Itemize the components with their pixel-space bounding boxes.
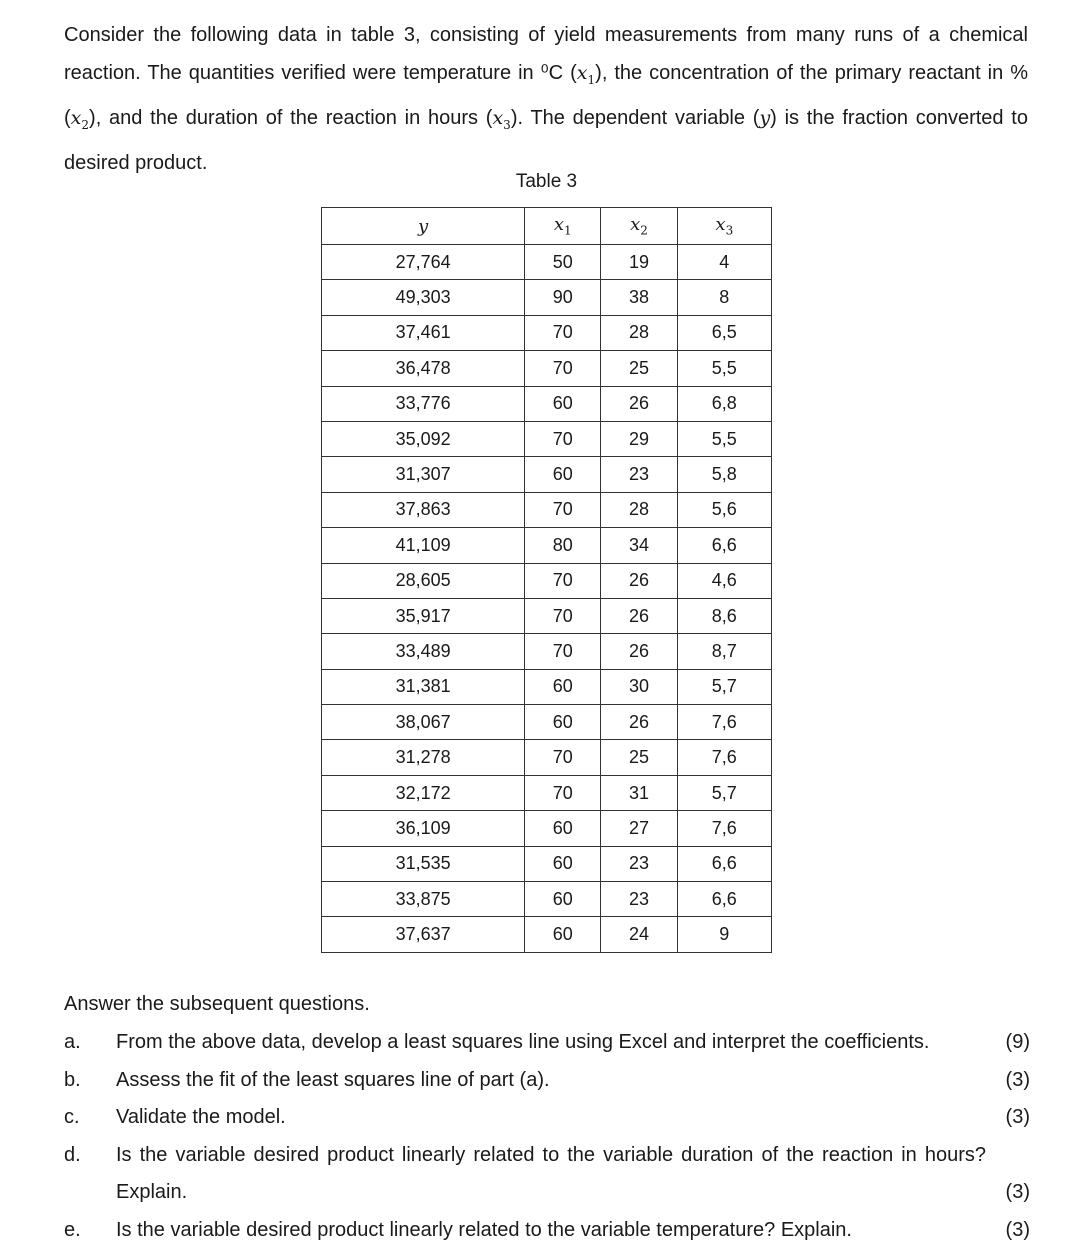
table-cell: 70: [525, 421, 601, 456]
table-row: [322, 669, 772, 704]
table-cell: 60: [525, 846, 601, 881]
table-cell: 36,109: [322, 811, 525, 846]
table-cell: 29: [601, 421, 677, 456]
table-cell: 31,278: [322, 740, 525, 775]
table-cell: 80: [525, 528, 601, 563]
table-cell: 60: [525, 917, 601, 952]
question-letter: b.: [64, 1068, 81, 1091]
table-cell: 60: [525, 669, 601, 704]
table-cell: 26: [601, 705, 677, 740]
table-cell: 8: [677, 280, 771, 315]
table-cell: 8,7: [677, 634, 771, 669]
table-cell: 26: [601, 598, 677, 633]
question-marks: (9): [1005, 1031, 1030, 1053]
table-cell: 70: [525, 775, 601, 810]
table-row: [322, 280, 772, 315]
table-cell: 31,535: [322, 846, 525, 881]
table-cell: 60: [525, 386, 601, 421]
table-cell: 37,461: [322, 315, 525, 350]
table-cell: 37,637: [322, 917, 525, 952]
table-row: [322, 315, 772, 350]
table-cell: 37,863: [322, 492, 525, 527]
table-cell: 26: [601, 386, 677, 421]
table-cell: 70: [525, 634, 601, 669]
header-x3: $x_3$: [677, 208, 771, 245]
table-row: [322, 245, 772, 280]
table-cell: 70: [525, 315, 601, 350]
table-cell: 50: [525, 245, 601, 280]
table-cell: 33,776: [322, 386, 525, 421]
question-letter: a.: [64, 1031, 81, 1053]
table-cell: 9: [677, 917, 771, 952]
table-row: [322, 386, 772, 421]
table-cell: 7,6: [677, 705, 771, 740]
table-cell: 70: [525, 563, 601, 598]
table-cell: 60: [525, 457, 601, 492]
problem-intro: [64, 16, 1028, 182]
table-cell: 31,307: [322, 457, 525, 492]
table-cell: 8,6: [677, 598, 771, 633]
header-x2: $x_2$: [601, 208, 677, 245]
table-row: [322, 457, 772, 492]
table-cell: 70: [525, 351, 601, 386]
intro-paragraph: Consider the following data in table 3, consisting of yield measurements from many runs of a chemical reaction. The quantities verified were temperature in ⁰C $(x_1)$, the concentration of the primary reactant in % $(x_2)$, and the duration of the reaction in hours $(x_3)$. The dependent variable (y) is the fraction converted to desired product.: [64, 24, 1028, 174]
table-cell: 35,917: [322, 598, 525, 633]
table-row: [322, 421, 772, 456]
table-cell: 23: [601, 882, 677, 917]
table-cell: 5,6: [677, 492, 771, 527]
table-row: [322, 882, 772, 917]
table-cell: 33,489: [322, 634, 525, 669]
table-cell: 6,6: [677, 882, 771, 917]
question-item: [64, 1212, 1030, 1250]
table-cell: 30: [601, 669, 677, 704]
question-text: Is the variable desired product linearly related to the variable temperature? Explain.: [116, 1218, 852, 1241]
table-cell: 31,381: [322, 669, 525, 704]
table-row: [322, 740, 772, 775]
table-cell: 33,875: [322, 882, 525, 917]
table-cell: 25: [601, 351, 677, 386]
question-marks: (3): [1005, 1106, 1030, 1128]
table-cell: 5,5: [677, 351, 771, 386]
table-cell: 60: [525, 882, 601, 917]
question-item: [64, 1137, 1030, 1212]
table-cell: 6,6: [677, 846, 771, 881]
table-cell: 24: [601, 917, 677, 952]
table-cell: 70: [525, 740, 601, 775]
table-cell: 6,8: [677, 386, 771, 421]
table-cell: 5,8: [677, 457, 771, 492]
question-letter: c.: [64, 1106, 80, 1128]
question-item: [64, 1099, 1030, 1137]
table-row: [322, 917, 772, 952]
table-cell: 41,109: [322, 528, 525, 563]
table-cell: 35,092: [322, 421, 525, 456]
table-cell: 31: [601, 775, 677, 810]
table-cell: 36,478: [322, 351, 525, 386]
table-cell: 28: [601, 492, 677, 527]
table-cell: 6,6: [677, 528, 771, 563]
question-letter: e.: [64, 1218, 81, 1241]
table-cell: 5,5: [677, 421, 771, 456]
answer-intro: Answer the subsequent questions.: [64, 993, 370, 1015]
table-cell: 27,764: [322, 245, 525, 280]
question-text: From the above data, develop a least squares line using Excel and interpret the coefficients.: [116, 1031, 930, 1053]
table-caption: Table 3: [515, 171, 578, 192]
table-cell: 70: [525, 492, 601, 527]
table-cell: 5,7: [677, 775, 771, 810]
table-row: [322, 351, 772, 386]
table-row: [322, 598, 772, 633]
table-row: [322, 492, 772, 527]
table-cell: 28,605: [322, 563, 525, 598]
table-cell: 34: [601, 528, 677, 563]
data-table: [321, 207, 772, 953]
table-cell: 25: [601, 740, 677, 775]
question-marks: (3): [1005, 1181, 1030, 1203]
table-cell: 4,6: [677, 563, 771, 598]
question-text: Is the variable desired product linearly related to the variable duration of the reaction in hours? Explain.: [116, 1143, 986, 1203]
table-cell: 70: [525, 598, 601, 633]
table-cell: 4: [677, 245, 771, 280]
table-cell: 60: [525, 705, 601, 740]
table-cell: 7,6: [677, 740, 771, 775]
table-row: [322, 775, 772, 810]
table-row: [322, 634, 772, 669]
question-item: [64, 1024, 1030, 1062]
table-cell: 60: [525, 811, 601, 846]
table-cell: 26: [601, 563, 677, 598]
question-marks: (3): [1005, 1068, 1030, 1091]
table-cell: 5,7: [677, 669, 771, 704]
table-cell: 49,303: [322, 280, 525, 315]
table-row: [322, 563, 772, 598]
table-cell: 38: [601, 280, 677, 315]
table-cell: 23: [601, 846, 677, 881]
table-row: [322, 705, 772, 740]
table-cell: 6,5: [677, 315, 771, 350]
table-row: [322, 811, 772, 846]
table-cell: 23: [601, 457, 677, 492]
header-x1: $x_1$: [525, 208, 601, 245]
question-marks: (3): [1005, 1218, 1030, 1241]
header-y: y: [322, 208, 525, 245]
table-cell: 90: [525, 280, 601, 315]
table-cell: 7,6: [677, 811, 771, 846]
question-list: [64, 1024, 1030, 1249]
table-cell: 27: [601, 811, 677, 846]
table-cell: 38,067: [322, 705, 525, 740]
table-row: [322, 528, 772, 563]
question-text: Validate the model.: [116, 1106, 286, 1128]
table-cell: 32,172: [322, 775, 525, 810]
question-text: Assess the fit of the least squares line of part (a).: [116, 1068, 550, 1091]
table-cell: 19: [601, 245, 677, 280]
question-letter: d.: [64, 1143, 81, 1166]
table-cell: 28: [601, 315, 677, 350]
question-item: [64, 1062, 1030, 1100]
table-header-row: [322, 208, 772, 245]
table-row: [322, 846, 772, 881]
table-cell: 26: [601, 634, 677, 669]
